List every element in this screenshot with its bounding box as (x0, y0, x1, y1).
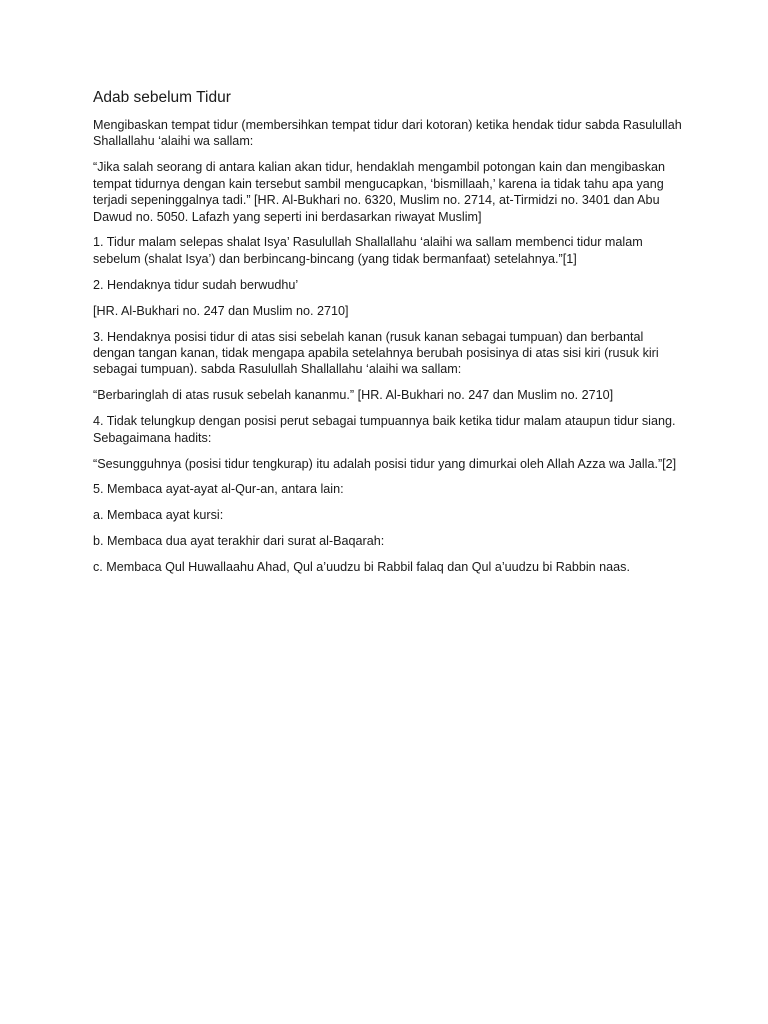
paragraph-intro: Mengibaskan tempat tidur (membersihkan tempat tidur dari kotoran) ketika hendak tidur sabda Rasulullah Shallallahu ‘alaihi wa sallam: (93, 118, 682, 149)
paragraph-point-5a: a. Membaca ayat kursi: (93, 508, 224, 523)
paragraph-citation-1: [HR. Al-Bukhari no. 247 dan Muslim no. 2710] (93, 303, 349, 318)
document-body (93, 88, 683, 585)
paragraph-point-2: 2. Hendaknya tidur sudah berwudhu’ (93, 277, 299, 292)
paragraph-point-5b: b. Membaca dua ayat terakhir dari surat al-Baqarah: (93, 534, 385, 549)
paragraph-point-5: 5. Membaca ayat-ayat al-Qur-an, antara lain: (93, 482, 344, 497)
paragraph-point-4: 4. Tidak telungkup dengan posisi perut sebagai tumpuannya baik ketika tidur malam ataupun tidur siang. Sebagaimana hadits: (93, 414, 676, 445)
paragraph-point-5c: c. Membaca Qul Huwallaahu Ahad, Qul a’uudzu bi Rabbil falaq dan Qul a’uudzu bi Rabbin naas. (93, 560, 630, 575)
paragraph-hadith-3: “Sesungguhnya (posisi tidur tengkurap) itu adalah posisi tidur yang dimurkai oleh Allah Azza wa Jalla.”[2] (93, 456, 677, 471)
document-title: Adab sebelum Tidur (93, 89, 231, 106)
paragraph-point-1: 1. Tidur malam selepas shalat Isya’ Rasulullah Shallallahu ‘alaihi wa sallam membenci tidur malam sebelum (shalat Isya’) dan berbincang-bincang (yang tidak bermanfaat) setelahnya.”[1] (93, 235, 643, 266)
paragraph-hadith-2: “Berbaringlah di atas rusuk sebelah kananmu.” [HR. Al-Bukhari no. 247 dan Muslim no. 2710] (93, 388, 614, 403)
paragraph-hadith-1: “Jika salah seorang di antara kalian akan tidur, hendaklah mengambil potongan kain dan mengibaskan tempat tidurnya dengan kain tersebut sambil mengucapkan, ‘bismillaah,’ karena ia tidak tahu apa yang terjadi sepeninggalnya tadi.” [HR. Al-Bukhari no. 6320, Muslim no. 2714, at-Tirmidzi no. 3401 dan Abu Dawud no. 5050. Lafazh yang seperti ini berdasarkan riwayat Muslim] (93, 160, 665, 224)
paragraph-point-3: 3. Hendaknya posisi tidur di atas sisi sebelah kanan (rusuk kanan sebagai tumpuan) dan berbantal dengan tangan kanan, tidak mengapa apabila setelahnya berubah posisinya di atas sisi kiri (rusuk kiri sebagai tumpuan). sabda Rasulullah Shallallahu ‘alaihi wa sallam: (93, 329, 659, 377)
